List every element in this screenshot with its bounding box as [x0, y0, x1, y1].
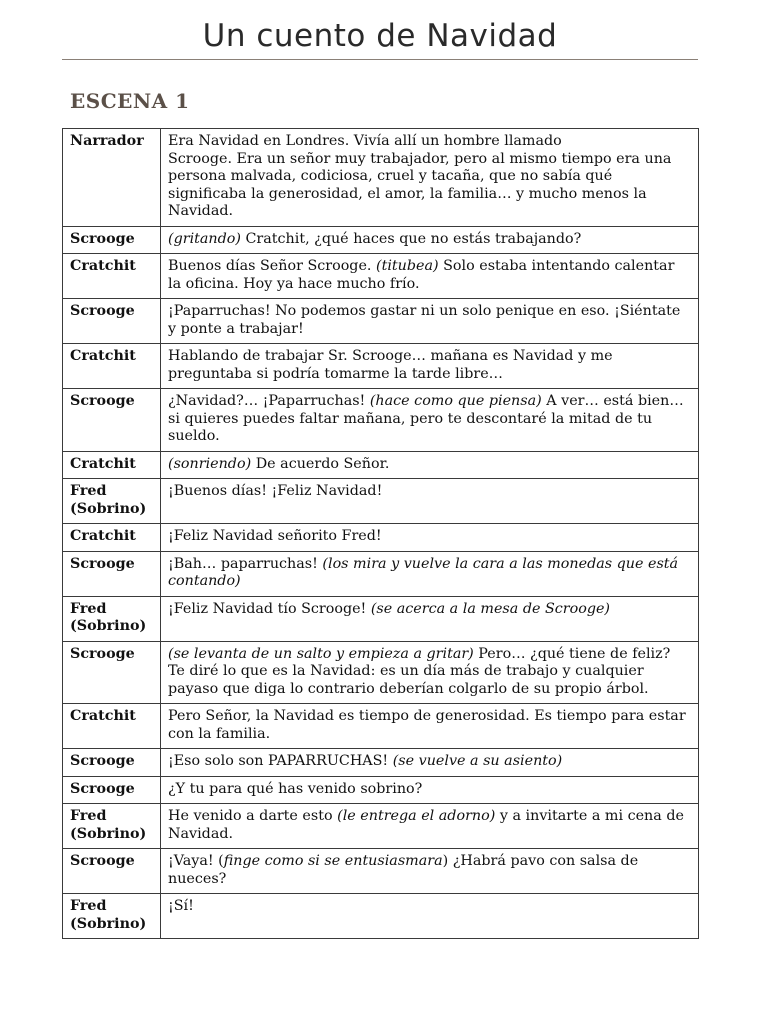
- speaker-name: Narrador: [63, 129, 161, 227]
- dialogue-row: [63, 704, 699, 749]
- dialogue-line: [161, 226, 699, 254]
- dialogue-line: [161, 299, 699, 344]
- dialogue-line: [161, 804, 699, 849]
- dialogue-line: [161, 389, 699, 452]
- dialogue-line: [161, 129, 699, 227]
- dialogue-row: [63, 129, 699, 227]
- stage-direction: (los mira y vuelve la cara a las monedas que está contando): [168, 555, 679, 589]
- speaker-name: Cratchit: [63, 524, 161, 552]
- spoken-text: y a invitarte a mi cena de Navidad.: [168, 808, 684, 842]
- spoken-text: ¡Vaya! (: [168, 853, 224, 869]
- dialogue-line: [161, 479, 699, 524]
- speaker-name: Scrooge: [63, 776, 161, 804]
- dialogue-line: [161, 776, 699, 804]
- dialogue-row: [63, 389, 699, 452]
- scene-heading: ESCENA 1: [70, 89, 190, 113]
- dialogue-row: [63, 849, 699, 894]
- spoken-text: He venido a darte esto: [168, 808, 338, 824]
- speaker-name: Scrooge: [63, 299, 161, 344]
- dialogue-row: [63, 299, 699, 344]
- dialogue-row: [63, 226, 699, 254]
- dialogue-line: [161, 704, 699, 749]
- speaker-name: Cratchit: [63, 254, 161, 299]
- spoken-text: Pero Señor, la Navidad es tiempo de generosidad. Es tiempo para estar con la familia.: [168, 708, 686, 742]
- dialogue-row: [63, 551, 699, 596]
- stage-direction: (sonriendo): [168, 455, 252, 472]
- speaker-name: Fred (Sobrino): [63, 479, 161, 524]
- stage-direction: (se vuelve a su asiento): [392, 753, 563, 769]
- speaker-name: Scrooge: [63, 749, 161, 777]
- dialogue-line: [161, 524, 699, 552]
- stage-direction: (se acerca a la mesa de Scrooge): [370, 600, 611, 617]
- document-title: Un cuento de Navidad: [202, 18, 558, 54]
- speaker-name: Fred (Sobrino): [63, 596, 161, 641]
- speaker-name: Scrooge: [63, 389, 161, 452]
- spoken-text: ¡Buenos días! ¡Feliz Navidad!: [168, 483, 383, 499]
- dialogue-row: [63, 894, 699, 939]
- dialogue-line: [161, 254, 699, 299]
- spoken-text: ¡Eso solo son PAPARRUCHAS!: [168, 753, 393, 769]
- speaker-name: Cratchit: [63, 451, 161, 479]
- dialogue-row: [63, 479, 699, 524]
- spoken-text: ¡Sí!: [168, 898, 194, 914]
- speaker-name: Scrooge: [63, 226, 161, 254]
- stage-direction: (se levanta de un salto y empieza a gritar): [168, 645, 474, 662]
- spoken-text: A ver… está bien… si quieres puedes faltar mañana, pero te descontaré la mitad de tu sueldo.: [168, 393, 684, 444]
- stage-direction: (hace como que piensa): [369, 393, 542, 409]
- dialogue-line: [161, 344, 699, 389]
- dialogue-row: [63, 641, 699, 704]
- speaker-name: Fred (Sobrino): [63, 894, 161, 939]
- spoken-text: ¡Feliz Navidad señorito Fred!: [168, 528, 382, 544]
- speaker-name: Cratchit: [63, 344, 161, 389]
- speaker-name: Scrooge: [63, 849, 161, 894]
- stage-direction: (titubea): [376, 258, 439, 274]
- dialogue-row: [63, 596, 699, 641]
- spoken-text: ¿Y tu para qué has venido sobrino?: [168, 780, 423, 797]
- speaker-name: Scrooge: [63, 641, 161, 704]
- spoken-text: ¡Bah… paparruchas!: [168, 555, 323, 572]
- dialogue-line: [161, 551, 699, 596]
- dialogue-line: [161, 749, 699, 777]
- stage-direction: (gritando): [168, 230, 241, 247]
- script-table-body: [63, 129, 699, 939]
- spoken-text: Cratchit, ¿qué haces que no estás trabajando?: [240, 230, 582, 247]
- spoken-text: Era Navidad en Londres. Vivía allí un hombre llamado Scrooge. Era un señor muy trabajador, pero al mismo tiempo era una persona malvada, codiciosa, cruel y tacaña, que no sabía qué significaba la generosidad, el amor, la familia… y mucho menos la Navidad.: [168, 133, 672, 219]
- dialogue-line: [161, 641, 699, 704]
- speaker-name: Cratchit: [63, 704, 161, 749]
- spoken-text: ¿Navidad?… ¡Paparruchas!: [168, 393, 370, 409]
- dialogue-row: [63, 524, 699, 552]
- stage-direction: (le entrega el adorno): [337, 808, 496, 824]
- dialogue-row: [63, 344, 699, 389]
- script-table: [62, 128, 699, 939]
- spoken-text: Pero… ¿qué tiene de feliz? Te diré lo que es la Navidad: es un día más de trabajo y cualquier payaso que diga lo contrario deberían colgarlo de su propio árbol.: [168, 645, 671, 697]
- dialogue-row: [63, 749, 699, 777]
- stage-direction: finge como si se entusiasmara: [223, 853, 443, 869]
- spoken-text: ¡Paparruchas! No podemos gastar ni un solo penique en eso. ¡Siéntate y ponte a trabajar!: [168, 303, 681, 337]
- dialogue-row: [63, 254, 699, 299]
- spoken-text: ) ¿Habrá pavo con salsa de nueces?: [168, 853, 639, 887]
- spoken-text: Hablando de trabajar Sr. Scrooge… mañana es Navidad y me preguntaba si podría tomarme la tarde libre…: [168, 348, 613, 382]
- speaker-name: Scrooge: [63, 551, 161, 596]
- dialogue-row: [63, 804, 699, 849]
- dialogue-line: [161, 596, 699, 641]
- spoken-text: ¡Feliz Navidad tío Scrooge!: [168, 600, 371, 617]
- dialogue-line: [161, 451, 699, 479]
- spoken-text: Buenos días Señor Scrooge.: [168, 258, 377, 274]
- dialogue-line: [161, 894, 699, 939]
- dialogue-row: [63, 451, 699, 479]
- dialogue-line: [161, 849, 699, 894]
- title-divider: [62, 59, 698, 60]
- spoken-text: Solo estaba intentando calentar la oficina. Hoy ya hace mucho frío.: [168, 258, 675, 292]
- spoken-text: De acuerdo Señor.: [251, 455, 390, 472]
- dialogue-row: [63, 776, 699, 804]
- speaker-name: Fred (Sobrino): [63, 804, 161, 849]
